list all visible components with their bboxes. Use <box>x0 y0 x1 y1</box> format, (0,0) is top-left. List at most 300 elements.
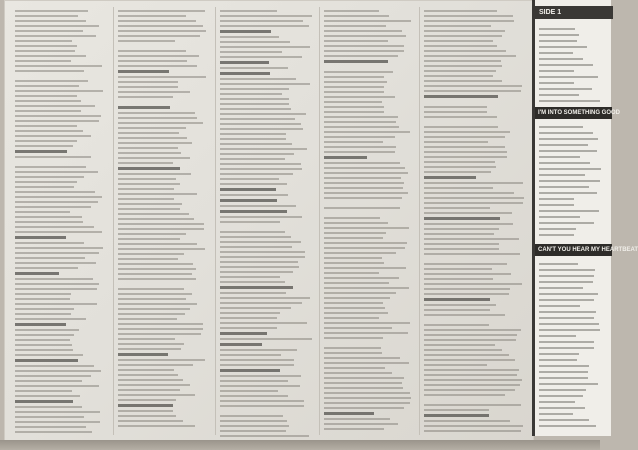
lyric-line <box>539 305 580 307</box>
text-column-1 <box>11 7 107 435</box>
text-line <box>424 379 522 381</box>
lyric-line <box>539 34 579 36</box>
song-heading-1: I'M INTO SOMETHING GOOD <box>535 107 612 119</box>
text-line <box>324 423 398 425</box>
text-line <box>424 389 515 391</box>
text-line <box>220 430 286 432</box>
text-line <box>324 116 398 118</box>
text-line <box>424 141 488 143</box>
text-line <box>118 278 196 280</box>
text-line <box>424 95 498 98</box>
text-line <box>424 278 493 280</box>
text-line <box>324 377 404 379</box>
text-line <box>220 425 289 427</box>
text-line <box>220 369 280 372</box>
text-line <box>118 258 178 260</box>
lyric-line <box>539 371 588 373</box>
text-line <box>220 93 282 95</box>
text-line <box>220 317 277 319</box>
lyric-line <box>539 353 579 355</box>
text-line <box>324 45 404 47</box>
text-line <box>424 80 502 82</box>
text-line <box>324 20 411 22</box>
text-line <box>324 232 386 234</box>
text-line <box>220 359 294 361</box>
text-line <box>15 421 100 423</box>
text-line <box>424 319 519 321</box>
text-line <box>324 192 408 194</box>
text-line <box>324 342 381 344</box>
text-line <box>424 344 495 346</box>
text-line <box>220 349 297 351</box>
text-line <box>220 194 288 196</box>
text-line <box>324 222 388 224</box>
lyric-line <box>539 64 593 66</box>
text-line <box>118 288 184 290</box>
text-line <box>15 252 99 254</box>
text-line <box>220 364 294 366</box>
text-line <box>118 208 180 210</box>
text-line <box>324 10 379 12</box>
text-line <box>424 65 502 67</box>
text-line <box>118 364 193 366</box>
text-line <box>118 15 186 17</box>
text-line <box>220 405 304 407</box>
text-line <box>118 283 193 285</box>
lyric-line <box>539 335 576 337</box>
text-line <box>220 46 310 48</box>
text-line <box>424 70 496 72</box>
text-line <box>324 282 389 284</box>
text-line <box>118 359 205 361</box>
text-line <box>118 162 173 164</box>
text-line <box>15 20 86 22</box>
text-line <box>424 40 493 42</box>
text-line <box>324 76 384 78</box>
text-line <box>15 50 75 52</box>
lyric-line <box>539 88 592 90</box>
text-line <box>324 167 405 169</box>
text-line <box>220 113 306 115</box>
text-line <box>424 131 510 133</box>
text-line <box>118 343 184 345</box>
lyric-line <box>539 275 594 277</box>
text-line <box>324 101 382 103</box>
text-line <box>424 10 497 12</box>
text-line <box>118 76 206 78</box>
text-line <box>324 322 410 324</box>
text-line <box>220 168 302 170</box>
text-line <box>15 236 66 239</box>
text-line <box>118 379 183 381</box>
text-line <box>324 317 379 319</box>
text-line <box>424 212 512 214</box>
text-line <box>220 10 277 12</box>
text-line <box>15 288 97 290</box>
text-line <box>118 65 197 67</box>
text-line <box>220 25 309 27</box>
text-line <box>324 302 383 304</box>
text-line <box>424 75 493 77</box>
text-line <box>324 182 404 184</box>
text-line <box>220 36 279 38</box>
text-line <box>324 30 402 32</box>
text-line <box>220 67 288 69</box>
text-line <box>220 246 292 248</box>
text-line <box>220 158 285 160</box>
text-line <box>118 20 196 22</box>
text-line <box>324 212 411 214</box>
text-line <box>118 60 187 62</box>
text-line <box>220 30 271 33</box>
text-line <box>118 81 178 83</box>
text-line <box>15 25 99 27</box>
text-column-3 <box>215 7 316 435</box>
text-line <box>220 205 296 207</box>
text-line <box>424 202 523 204</box>
text-line <box>324 50 404 52</box>
text-column-5 <box>419 7 528 435</box>
text-line <box>118 328 203 330</box>
text-line <box>424 364 487 366</box>
text-column-4 <box>319 7 416 435</box>
text-line <box>324 131 410 133</box>
text-line <box>324 207 400 209</box>
text-line <box>220 51 282 53</box>
text-line <box>324 172 408 174</box>
text-line <box>324 242 407 244</box>
text-line <box>424 409 489 411</box>
text-line <box>118 333 201 335</box>
text-line <box>220 41 290 43</box>
text-line <box>424 354 509 356</box>
text-line <box>424 414 489 417</box>
text-line <box>424 192 514 194</box>
text-line <box>220 354 281 356</box>
text-line <box>15 278 93 280</box>
text-line <box>15 370 101 372</box>
text-line <box>118 10 205 12</box>
text-line <box>15 120 99 122</box>
lyric-line <box>539 76 598 78</box>
text-line <box>118 399 176 401</box>
text-line <box>324 202 379 204</box>
text-line <box>424 25 491 27</box>
text-line <box>220 226 305 228</box>
text-line <box>324 126 399 128</box>
lyric-line <box>539 180 600 182</box>
text-line <box>15 60 71 62</box>
text-line <box>118 223 204 225</box>
text-line <box>424 146 505 148</box>
text-line <box>220 420 287 422</box>
text-line <box>118 50 186 52</box>
text-line <box>220 297 310 299</box>
text-line <box>220 312 280 314</box>
text-line <box>220 281 285 283</box>
text-line <box>220 380 288 382</box>
text-line <box>15 95 77 97</box>
text-line <box>15 55 86 57</box>
text-line <box>424 156 507 158</box>
text-line <box>15 411 100 413</box>
text-line <box>324 252 396 254</box>
text-line <box>220 307 291 309</box>
text-line <box>118 253 184 255</box>
text-line <box>118 228 204 230</box>
text-line <box>424 238 519 240</box>
lyric-line <box>539 192 597 194</box>
text-line <box>220 118 295 120</box>
text-line <box>15 171 98 173</box>
text-line <box>424 55 516 57</box>
text-line <box>15 35 96 37</box>
text-line <box>424 20 514 22</box>
text-line <box>424 228 499 230</box>
text-line <box>15 125 77 127</box>
text-line <box>424 359 515 361</box>
lyric-line <box>539 168 601 170</box>
text-line <box>15 267 78 269</box>
text-line <box>220 292 286 294</box>
photo-bottom-edge <box>0 440 600 450</box>
text-line <box>118 35 200 37</box>
text-line <box>118 173 191 175</box>
text-line <box>15 385 99 387</box>
text-line <box>324 257 382 259</box>
text-line <box>118 157 190 159</box>
lyric-line <box>539 317 594 319</box>
text-line <box>118 384 190 386</box>
text-line <box>118 313 185 315</box>
lyric-line <box>539 287 583 289</box>
text-line <box>324 197 402 199</box>
text-line <box>15 70 84 72</box>
text-line <box>324 337 383 339</box>
text-line <box>324 362 409 364</box>
text-line <box>118 106 170 109</box>
text-line <box>424 101 493 103</box>
text-line <box>220 216 302 218</box>
text-line <box>15 308 74 310</box>
text-line <box>424 349 502 351</box>
text-line <box>118 132 179 134</box>
text-line <box>118 415 176 417</box>
text-line <box>220 322 307 324</box>
text-line <box>424 369 519 371</box>
text-line <box>15 359 78 362</box>
text-line <box>15 354 83 356</box>
lyric-line <box>539 263 578 265</box>
text-line <box>220 410 308 412</box>
text-line <box>324 352 382 354</box>
text-line <box>324 187 403 189</box>
text-line <box>220 15 312 17</box>
text-line <box>324 277 399 279</box>
text-line <box>118 127 186 129</box>
text-line <box>118 55 199 57</box>
text-line <box>324 332 408 334</box>
text-line <box>15 30 83 32</box>
text-line <box>15 293 71 295</box>
song-heading-2: CAN'T YOU HEAR MY HEARTBEAT <box>535 244 612 256</box>
text-line <box>424 314 505 316</box>
text-line <box>324 262 384 264</box>
text-line <box>324 347 381 349</box>
text-line <box>424 243 499 245</box>
text-line <box>118 178 176 180</box>
text-line <box>118 233 186 235</box>
text-line <box>324 35 406 37</box>
lyric-sheet-strip <box>532 0 638 436</box>
lyric-line <box>539 323 599 325</box>
text-line <box>424 85 522 87</box>
lyric-line <box>539 413 573 415</box>
lyric-line <box>539 222 594 224</box>
text-line <box>220 108 291 110</box>
text-line <box>15 303 97 305</box>
text-line <box>324 91 384 93</box>
text-line <box>324 25 386 27</box>
text-line <box>220 231 285 233</box>
text-line <box>15 329 79 331</box>
text-line <box>15 176 84 178</box>
lyric-line <box>539 407 585 409</box>
lyric-line <box>539 132 593 134</box>
text-line <box>424 151 507 153</box>
text-line <box>118 117 197 119</box>
text-line <box>118 213 189 215</box>
text-line <box>220 400 304 402</box>
text-line <box>15 262 96 264</box>
text-column-2 <box>113 7 210 435</box>
text-line <box>15 85 79 87</box>
lyric-line <box>539 126 583 128</box>
lyric-line <box>539 359 577 361</box>
text-line <box>220 343 262 346</box>
text-line <box>118 188 174 190</box>
text-line <box>324 307 385 309</box>
text-line <box>324 428 384 430</box>
text-line <box>15 110 81 112</box>
text-line <box>424 126 498 128</box>
text-line <box>424 324 489 326</box>
text-line <box>15 272 59 275</box>
lyric-line <box>539 389 586 391</box>
text-line <box>15 226 94 228</box>
text-line <box>118 30 206 32</box>
text-line <box>220 153 294 155</box>
text-line <box>118 203 182 205</box>
text-line <box>220 178 279 180</box>
text-line <box>424 15 513 17</box>
text-line <box>324 247 405 249</box>
text-line <box>324 177 401 179</box>
lyric-line <box>539 94 579 96</box>
text-line <box>424 166 496 168</box>
text-line <box>15 334 74 336</box>
text-line <box>118 394 195 396</box>
text-line <box>118 91 190 93</box>
text-line <box>118 338 175 340</box>
text-line <box>424 404 521 406</box>
text-line <box>220 188 276 191</box>
text-line <box>324 392 410 394</box>
text-line <box>220 20 303 22</box>
text-line <box>15 349 73 351</box>
lyric-line <box>539 383 598 385</box>
text-line <box>424 121 515 123</box>
text-line <box>15 365 94 367</box>
lyric-line <box>539 52 573 54</box>
text-line <box>324 96 395 98</box>
text-line <box>220 435 309 437</box>
text-line <box>324 60 388 63</box>
lyric-line <box>539 138 598 140</box>
side-heading: SIDE 1 <box>535 6 613 19</box>
lyric-line <box>539 293 598 295</box>
text-line <box>220 83 310 85</box>
text-line <box>118 198 174 200</box>
text-line <box>15 100 81 102</box>
text-line <box>15 344 72 346</box>
text-line <box>220 241 301 243</box>
text-line <box>15 318 86 320</box>
text-line <box>424 334 517 336</box>
text-line <box>118 268 196 270</box>
lyric-line <box>539 144 588 146</box>
text-line <box>424 90 521 92</box>
text-line <box>324 40 388 42</box>
lyric-lines-bottom <box>539 259 601 427</box>
liner-notes-sheet <box>4 0 534 446</box>
text-line <box>324 66 382 68</box>
text-line <box>118 389 180 391</box>
text-line <box>220 103 289 105</box>
lyric-line <box>539 365 589 367</box>
text-line <box>118 112 195 114</box>
text-line <box>220 375 301 377</box>
text-line <box>424 60 501 62</box>
text-line <box>424 293 509 295</box>
text-line <box>424 197 524 199</box>
text-line <box>15 130 83 132</box>
text-line <box>424 394 505 396</box>
lyric-line <box>539 228 576 230</box>
text-line <box>15 375 91 377</box>
text-line <box>15 339 70 341</box>
lyric-line <box>539 40 577 42</box>
text-line <box>424 273 511 275</box>
text-line <box>220 98 289 100</box>
text-line <box>324 272 379 274</box>
text-line <box>15 242 84 244</box>
text-line <box>15 140 77 142</box>
text-line <box>118 218 194 220</box>
text-line <box>324 387 403 389</box>
text-line <box>324 71 393 73</box>
text-line <box>424 30 505 32</box>
text-line <box>118 410 173 412</box>
text-line <box>118 298 186 300</box>
text-line <box>424 35 502 37</box>
text-line <box>15 416 84 418</box>
text-line <box>424 309 490 311</box>
text-line <box>220 148 307 150</box>
text-line <box>118 308 190 310</box>
text-line <box>118 167 180 170</box>
text-line <box>15 161 80 163</box>
